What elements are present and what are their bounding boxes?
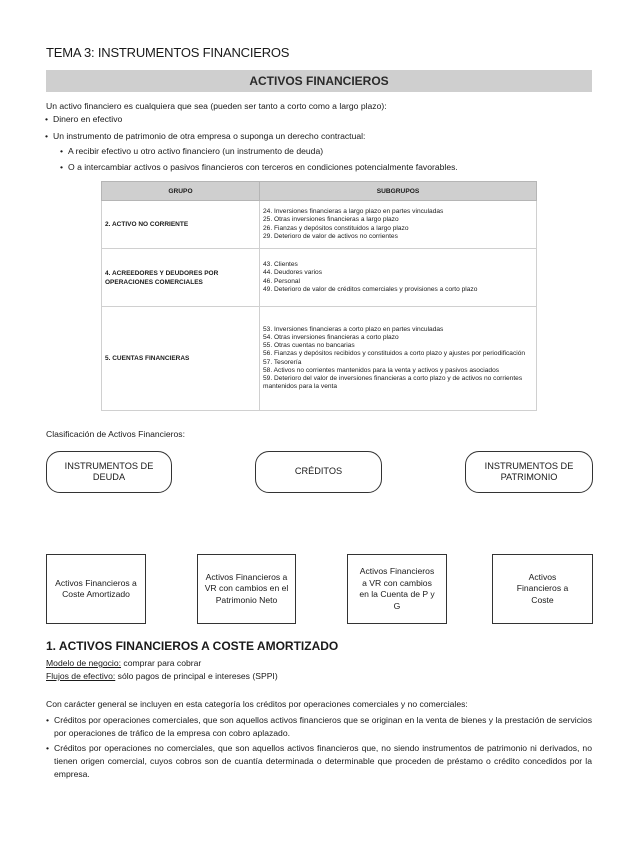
intro-text: Un activo financiero es cualquiera que sea (pueden ser tanto a corto como a largo plazo):	[46, 101, 387, 111]
group-cell: 5. CUENTAS FINANCIERAS	[102, 307, 260, 411]
column-header-subgrupos: SUBGRUPOS	[260, 182, 537, 201]
modelo-value: comprar para cobrar	[121, 658, 202, 668]
banner-title: ACTIVOS FINANCIEROS	[249, 74, 389, 88]
subgroup-line: 59. Deterioro del valor de inversiones financieras a corto plazo y de activos no corrientes mantenidos para la venta	[263, 374, 523, 391]
section-banner	[46, 70, 592, 92]
subgroup-line: 58. Activos no corrientes mantenidos para la venta y activos y pasivos asociados	[263, 366, 500, 374]
creditos-box	[255, 451, 382, 493]
table-row	[102, 249, 537, 307]
subgroup-line: 49. Deterioro de valor de créditos comerciales y provisiones a corto plazo	[263, 285, 478, 293]
list-item: • Un instrumento de patrimonio de otra empresa o suponga un derecho contractual:	[53, 130, 365, 143]
subgroup-line: 24. Inversiones financieras a largo plazo en partes vinculadas	[263, 208, 444, 216]
list-item: • O a intercambiar activos o pasivos financieros con terceros en condiciones potencialmente favorables.	[68, 161, 458, 174]
table-row	[102, 307, 537, 411]
box-label: INSTRUMENTOS DE PATRIMONIO	[484, 460, 574, 482]
vr-patrimonio-neto-box	[197, 554, 296, 624]
list-item: • A recibir efectivo u otro activo financiero (un instrumento de deuda)	[68, 145, 323, 158]
column-header-grupo: GRUPO	[102, 182, 260, 201]
subgroups-cell	[260, 307, 537, 411]
subgroup-line: 56. Fianzas y depósitos recibidos y constituidos a corto plazo y ajustes por periodificación	[263, 350, 526, 358]
subgroup-line: 53. Inversiones financieras a corto plazo en partes vinculadas	[263, 325, 444, 333]
table-header-row	[102, 182, 537, 201]
subgroup-line: 44. Deudores varios	[263, 269, 323, 277]
page-title: TEMA 3: INSTRUMENTOS FINANCIEROS	[46, 45, 290, 60]
box-label: Activos Financieros a VR con cambios en el Patrimonio Neto	[204, 571, 289, 605]
classification-label: Clasificación de Activos Financieros:	[46, 429, 185, 439]
box-label: Activos Financieros a Coste	[516, 571, 569, 605]
flujos-efectivo	[46, 670, 278, 683]
subgroups-table	[101, 181, 537, 411]
subgroup-line: 25. Otras inversiones financieras a largo plazo	[263, 216, 399, 224]
flujos-value: sólo pagos de principal e intereses (SPPI)	[115, 671, 278, 681]
subgroups-cell	[260, 249, 537, 307]
subgroup-line: 57. Tesorería	[263, 358, 302, 366]
instrumentos-deuda-box	[46, 451, 172, 493]
list-item: • Dinero en efectivo	[53, 113, 122, 126]
list-item: • Créditos por operaciones no comerciales, que son aquellos activos financieros que, no siendo instrumentos de patrimonio ni derivados, no tienen origen comercial, cuyos cobros son de cuantía determinada o determinable que proceden de préstamo o crédito concedidos por la empresa.	[54, 742, 592, 781]
section-intro: Con carácter general se incluyen en esta categoría los créditos por operaciones comerciales y no comerciales:	[46, 699, 468, 709]
group-cell: 2. ACTIVO NO CORRIENTE	[102, 201, 260, 249]
modelo-negocio	[46, 657, 201, 670]
subgroup-line: 26. Fianzas y depósitos constituidos a largo plazo	[263, 224, 409, 232]
subgroup-line: 55. Otras cuentas no bancarias	[263, 342, 355, 350]
subgroup-line: 43. Clientes	[263, 261, 298, 269]
subgroup-line: 29. Deterioro de valor de activos no corrientes	[263, 232, 398, 240]
modelo-label: Modelo de negocio:	[46, 658, 122, 668]
coste-amortizado-box	[46, 554, 146, 624]
subgroups-cell	[260, 201, 537, 249]
box-label: INSTRUMENTOS DE DEUDA	[64, 460, 154, 482]
coste-box	[492, 554, 593, 624]
table-row	[102, 201, 537, 249]
box-label: CRÉDITOS	[294, 466, 343, 477]
vr-cuenta-pyg-box	[347, 554, 447, 624]
flujos-label: Flujos de efectivo:	[46, 671, 116, 681]
list-item: • Créditos por operaciones comerciales, que son aquellos activos financieros que se originan en la venta de bienes y la prestación de servicios por operaciones de tráfico de la empresa con cobro aplazado.	[54, 714, 592, 740]
instrumentos-patrimonio-box	[465, 451, 593, 493]
box-label: Activos Financieros a VR con cambios en la Cuenta de P y G	[359, 566, 435, 611]
section-heading: 1. ACTIVOS FINANCIEROS A COSTE AMORTIZADO	[46, 639, 339, 653]
group-cell: 4. ACREEDORES Y DEUDORES POR OPERACIONES COMERCIALES	[102, 249, 260, 307]
subgroup-line: 46. Personal	[263, 277, 301, 285]
box-label: Activos Financieros a Coste Amortizado	[55, 577, 137, 599]
subgroup-line: 54. Otras inversiones financieras a corto plazo	[263, 333, 399, 341]
